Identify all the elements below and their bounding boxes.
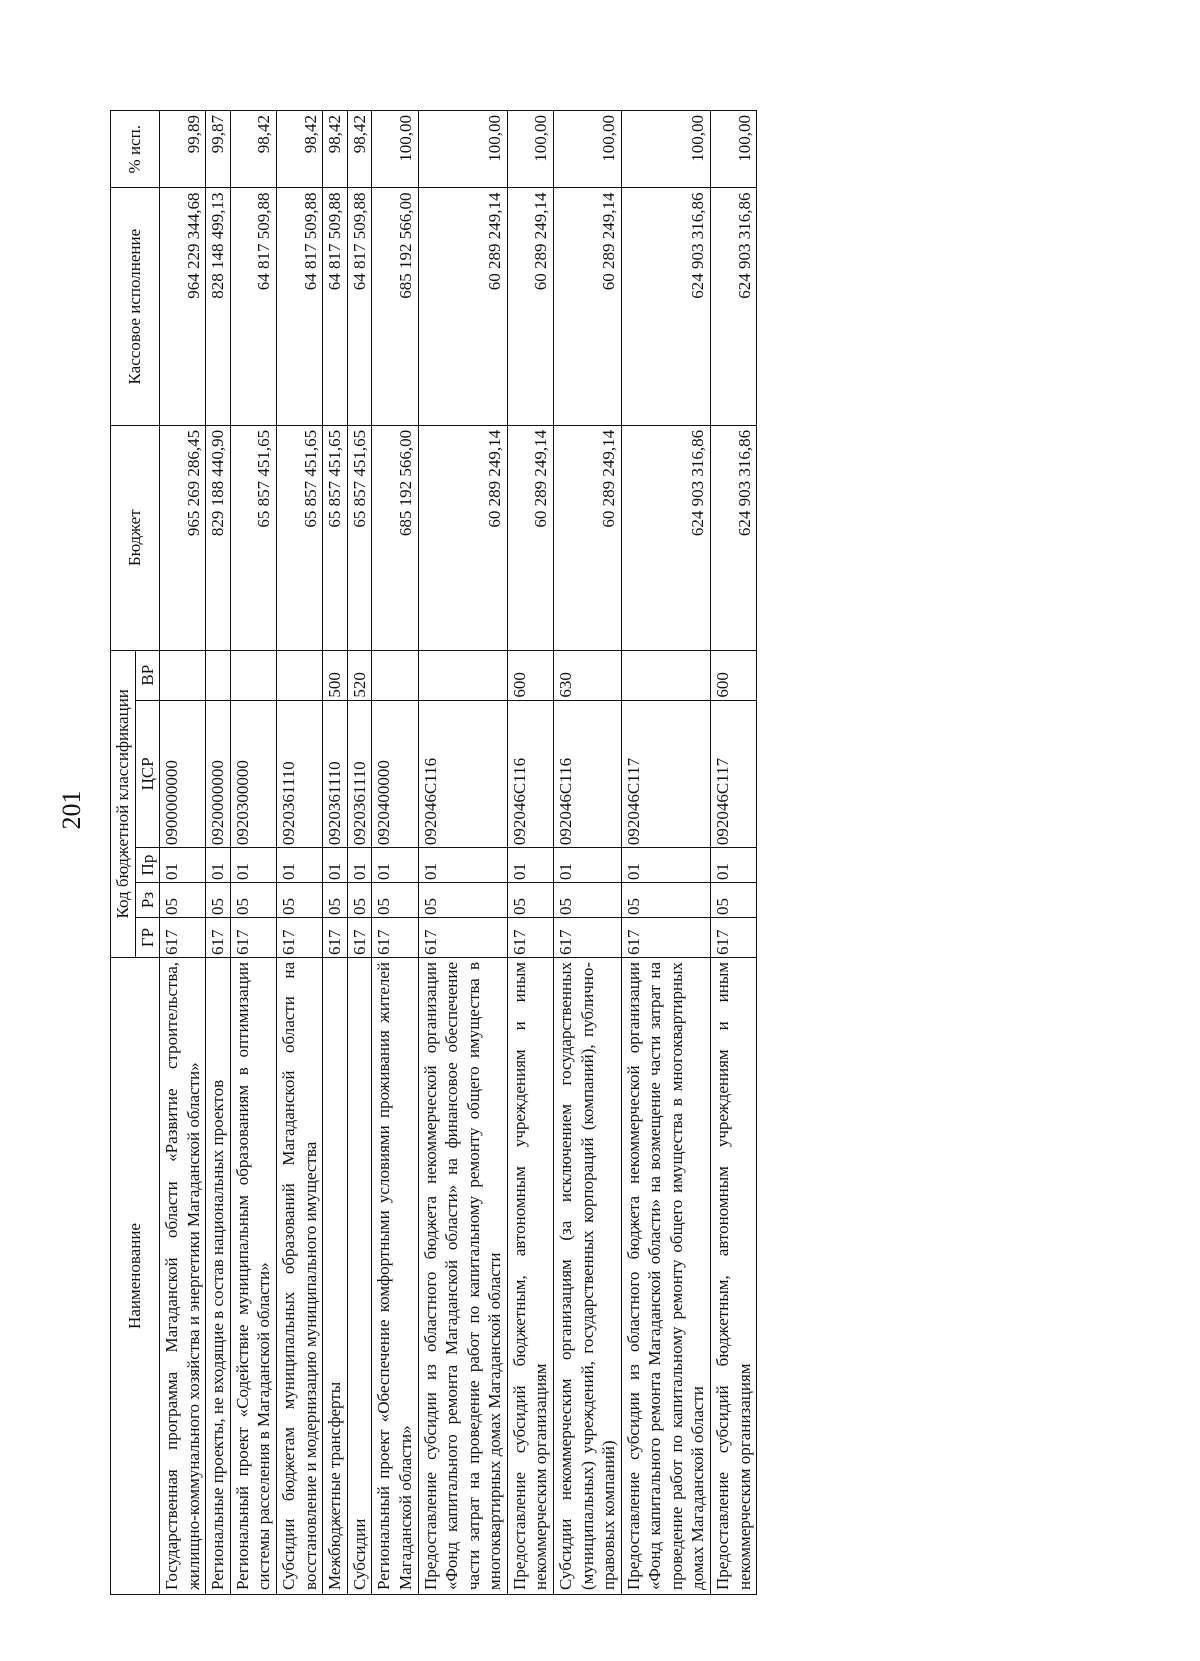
cell-name: Государственная программа Магаданской области «Развитие строительства, жилищно-коммунального хозяйства и энергетики Магаданской области» [160, 957, 206, 1594]
table-row [160, 111, 206, 1595]
cell-name: Субсидии бюджетам муниципальных образований Магаданской области на восстановление и модернизацию муниципального имущества [277, 957, 323, 1594]
cell-budget: 65 857 451,65 [347, 425, 372, 650]
cell-budget: 624 903 316,86 [621, 425, 710, 650]
cell-pr: 01 [323, 848, 348, 883]
cell-pr: 01 [206, 848, 231, 883]
cell-rz: 05 [621, 883, 710, 918]
cell-gr: 617 [507, 918, 553, 958]
cell-gr: 617 [206, 918, 231, 958]
cell-budget: 65 857 451,65 [277, 425, 323, 650]
cell-csr: 0920400000 [372, 700, 418, 847]
cell-rz: 05 [206, 883, 231, 918]
cell-pct: 99,89 [160, 111, 206, 189]
cell-pct: 98,42 [347, 111, 372, 189]
cell-pct: 100,00 [372, 111, 418, 189]
header-pr: Пр [135, 848, 160, 883]
cell-name: Предоставление субсидии из областного бюджета некоммерческой организации «Фонд капитального ремонта Магаданской области» на возмещение части затрат на проведение работ по капитальному ремонту общего имущества в многоквартирных домах Магаданской области [621, 957, 710, 1594]
cell-csr: 0920361110 [323, 700, 348, 847]
cell-rz: 05 [277, 883, 323, 918]
table-row [711, 111, 757, 1595]
table-row [553, 111, 621, 1595]
cell-name: Региональные проекты, не входящие в состав национальных проектов [206, 957, 231, 1594]
cell-budget: 624 903 316,86 [711, 425, 757, 650]
table-row [323, 111, 348, 1595]
cell-vr [418, 650, 507, 700]
cell-name: Региональный проект «Содействие муниципальным образованиям в оптимизации системы расселения в Магаданской области» [230, 957, 276, 1594]
budget-table [110, 110, 757, 1595]
cell-rz: 05 [553, 883, 621, 918]
cell-budget: 65 857 451,65 [323, 425, 348, 650]
cell-gr: 617 [347, 918, 372, 958]
cell-budget: 685 192 566,00 [372, 425, 418, 650]
cell-name: Региональный проект «Обеспечение комфортными условиями проживания жителей Магаданской области» [372, 957, 418, 1594]
header-cash: Кассовое исполнение [111, 188, 160, 425]
table-row [418, 111, 507, 1595]
cell-pct: 100,00 [621, 111, 710, 189]
cell-csr: 0920300000 [230, 700, 276, 847]
table-row [206, 111, 231, 1595]
cell-cash: 64 817 509,88 [277, 188, 323, 425]
cell-gr: 617 [418, 918, 507, 958]
cell-budget: 60 289 249,14 [553, 425, 621, 650]
cell-budget: 829 188 440,90 [206, 425, 231, 650]
cell-pr: 01 [230, 848, 276, 883]
cell-cash: 60 289 249,14 [553, 188, 621, 425]
header-vr: ВР [135, 650, 160, 700]
header-code-group: Код бюджетной классификации [111, 650, 136, 957]
cell-gr: 617 [230, 918, 276, 958]
cell-pct: 98,42 [277, 111, 323, 189]
cell-cash: 60 289 249,14 [418, 188, 507, 425]
cell-gr: 617 [621, 918, 710, 958]
cell-vr [621, 650, 710, 700]
cell-csr: 092046С116 [507, 700, 553, 847]
cell-vr [277, 650, 323, 700]
cell-rz: 05 [711, 883, 757, 918]
cell-cash: 60 289 249,14 [507, 188, 553, 425]
cell-budget: 965 269 286,45 [160, 425, 206, 650]
cell-gr: 617 [372, 918, 418, 958]
cell-cash: 828 148 499,13 [206, 188, 231, 425]
cell-name: Предоставление субсидии из областного бюджета некоммерческой организации «Фонд капитального ремонта Магаданской области» на финансовое обеспечение части затрат на проведение работ по капитальному ремонту общего имущества в многоквартирных домах Магаданской области [418, 957, 507, 1594]
cell-csr: 0900000000 [160, 700, 206, 847]
cell-name: Предоставление субсидий бюджетным, автономным учреждениям и иным некоммерческим организациям [711, 957, 757, 1594]
cell-vr [372, 650, 418, 700]
cell-pr: 01 [277, 848, 323, 883]
cell-pr: 01 [553, 848, 621, 883]
cell-cash: 624 903 316,86 [711, 188, 757, 425]
table-row [277, 111, 323, 1595]
cell-pct: 100,00 [553, 111, 621, 189]
cell-vr: 600 [711, 650, 757, 700]
cell-name: Предоставление субсидий бюджетным, автономным учреждениям и иным некоммерческим организациям [507, 957, 553, 1594]
cell-rz: 05 [347, 883, 372, 918]
cell-pr: 01 [160, 848, 206, 883]
cell-vr [230, 650, 276, 700]
table-row [507, 111, 553, 1595]
cell-vr: 630 [553, 650, 621, 700]
cell-cash: 624 903 316,86 [621, 188, 710, 425]
cell-gr: 617 [160, 918, 206, 958]
cell-pr: 01 [507, 848, 553, 883]
rotated-table-wrapper [110, 110, 1070, 1595]
cell-pr: 01 [711, 848, 757, 883]
cell-rz: 05 [418, 883, 507, 918]
cell-pr: 01 [418, 848, 507, 883]
page-number: 201 [57, 790, 86, 830]
cell-vr [160, 650, 206, 700]
cell-csr: 0920361110 [347, 700, 372, 847]
cell-csr: 0920000000 [206, 700, 231, 847]
cell-budget: 65 857 451,65 [230, 425, 276, 650]
cell-rz: 05 [230, 883, 276, 918]
cell-name: Субсидии некоммерческим организациям (за исключением государственных (муниципальных) учреждений, государственных корпораций (компаний), публично-правовых компаний) [553, 957, 621, 1594]
cell-csr: 0920361110 [277, 700, 323, 847]
cell-cash: 685 192 566,00 [372, 188, 418, 425]
cell-gr: 617 [711, 918, 757, 958]
cell-rz: 05 [160, 883, 206, 918]
cell-vr: 500 [323, 650, 348, 700]
table-row [347, 111, 372, 1595]
cell-csr: 092046С117 [711, 700, 757, 847]
cell-rz: 05 [323, 883, 348, 918]
cell-vr [206, 650, 231, 700]
cell-pct: 98,42 [230, 111, 276, 189]
cell-cash: 64 817 509,88 [323, 188, 348, 425]
cell-pct: 99,87 [206, 111, 231, 189]
header-csr: ЦСР [135, 700, 160, 847]
cell-pr: 01 [372, 848, 418, 883]
cell-name: Субсидии [347, 957, 372, 1594]
header-gr: ГР [135, 918, 160, 958]
table-row [372, 111, 418, 1595]
header-pct: % исп. [111, 111, 160, 189]
cell-rz: 05 [507, 883, 553, 918]
cell-budget: 60 289 249,14 [418, 425, 507, 650]
header-rz: Рз [135, 883, 160, 918]
cell-pct: 100,00 [418, 111, 507, 189]
cell-gr: 617 [277, 918, 323, 958]
cell-cash: 964 229 344,68 [160, 188, 206, 425]
table-body [160, 111, 757, 1595]
table-row [621, 111, 710, 1595]
cell-csr: 092046С117 [621, 700, 710, 847]
cell-cash: 64 817 509,88 [347, 188, 372, 425]
cell-budget: 60 289 249,14 [507, 425, 553, 650]
cell-vr: 600 [507, 650, 553, 700]
header-budget: Бюджет [111, 425, 160, 650]
cell-vr: 520 [347, 650, 372, 700]
cell-name: Межбюджетные трансферты [323, 957, 348, 1594]
cell-pr: 01 [347, 848, 372, 883]
cell-gr: 617 [323, 918, 348, 958]
cell-pct: 100,00 [507, 111, 553, 189]
cell-csr: 092046С116 [418, 700, 507, 847]
cell-cash: 64 817 509,88 [230, 188, 276, 425]
table-row [230, 111, 276, 1595]
cell-rz: 05 [372, 883, 418, 918]
cell-csr: 092046С116 [553, 700, 621, 847]
cell-gr: 617 [553, 918, 621, 958]
cell-pct: 98,42 [323, 111, 348, 189]
header-name: Наименование [111, 957, 160, 1594]
cell-pct: 100,00 [711, 111, 757, 189]
cell-pr: 01 [621, 848, 710, 883]
